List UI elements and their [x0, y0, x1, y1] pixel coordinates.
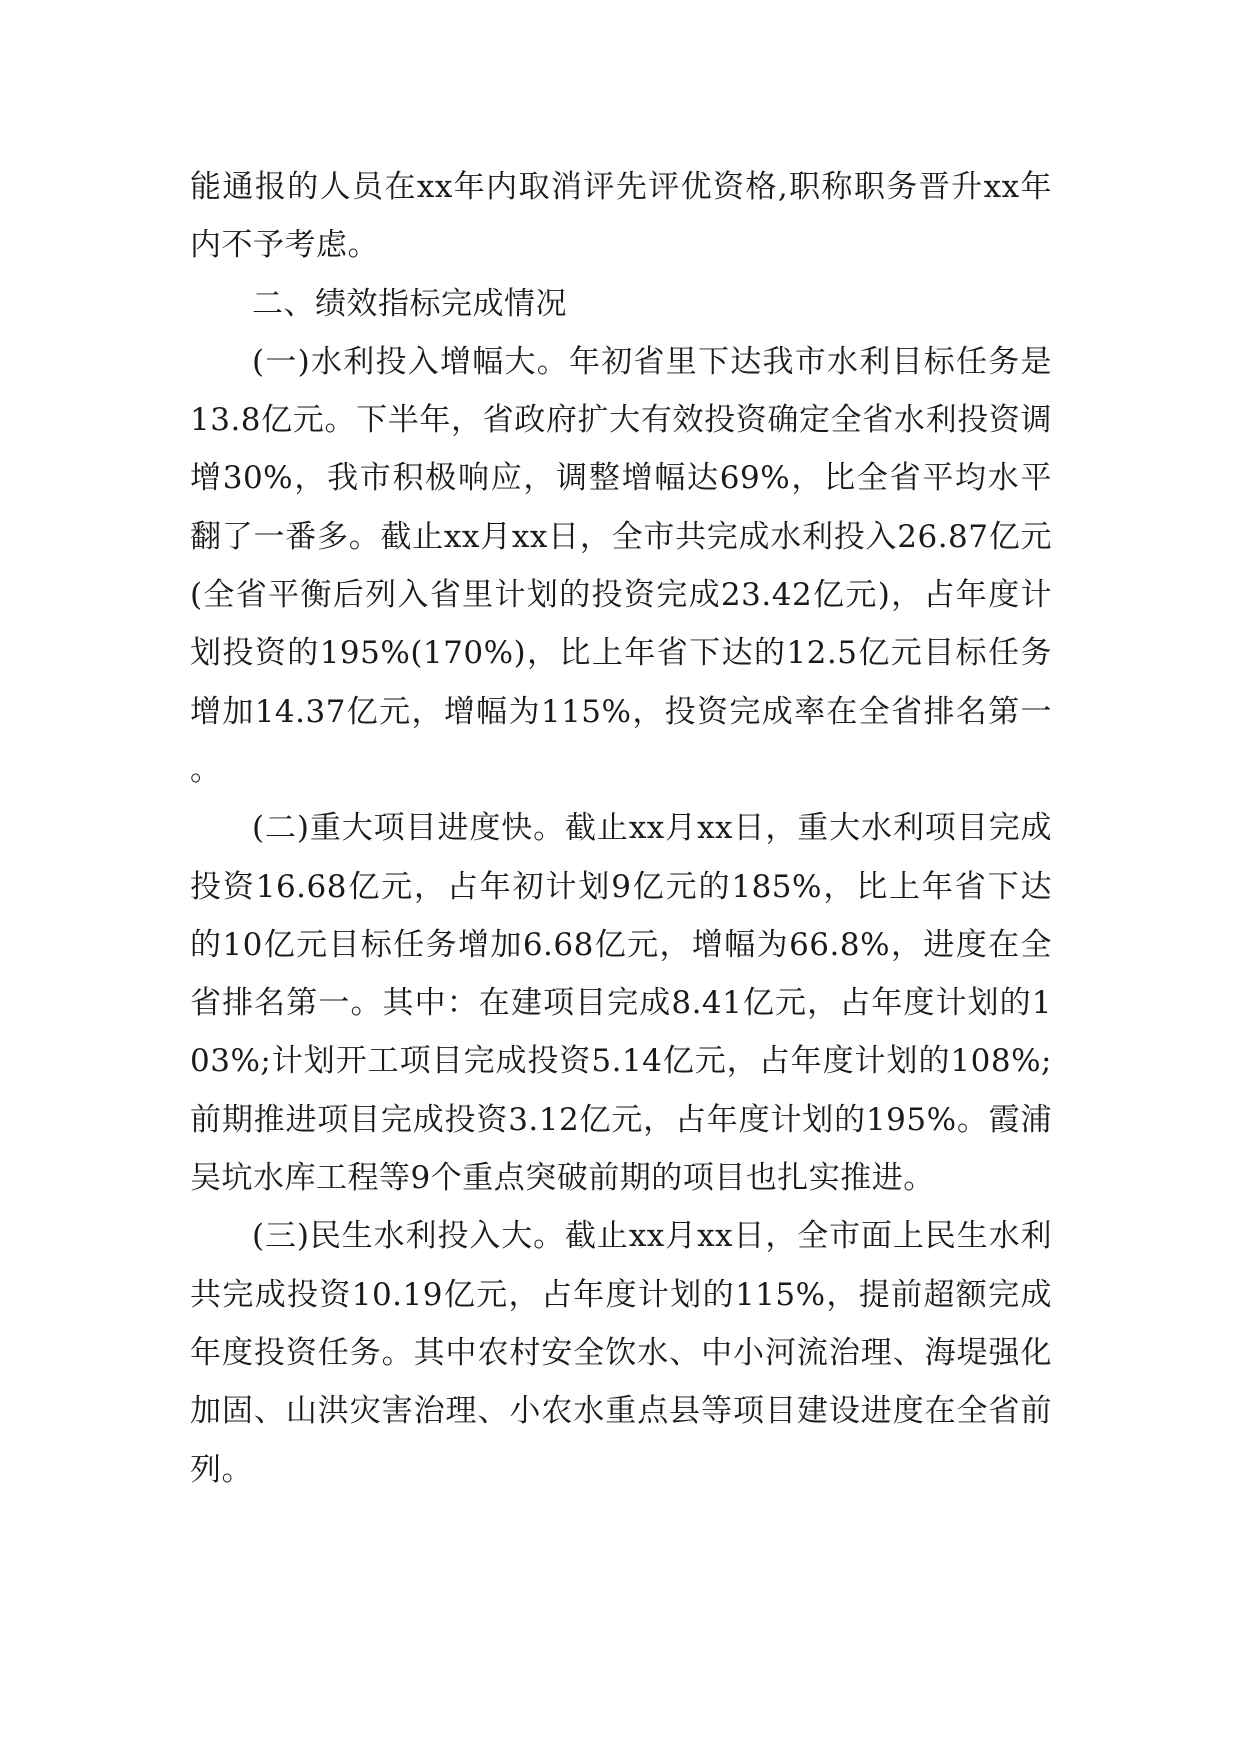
paragraph-water-investment: (一)水利投入增幅大。年初省里下达我市水利目标任务是13.8亿元。下半年，省政府扩大有效投资确定全省水利投资调增30%，我市积极响应，调整增幅达69%，比全省平均水平翻了一番多。截止xx月xx日，全市共完成水利投入26.87亿元(全省平衡后列入省里计划的投资完成23.42亿元)，占年度计划投资的195%(170%)，比上年省下达的12.5亿元目标任务增加14.37亿元，增幅为115%，投资完成率在全省排名第一。 — [190, 343, 1052, 788]
paragraph-livelihood-water: (三)民生水利投入大。截止xx月xx日，全市面上民生水利共完成投资10.19亿元，占年度计划的115%，提前超额完成年度投资任务。其中农村安全饮水、中小河流治理、海堤强化加固、山洪灾害治理、小农水重点县等项目建设进度在全省前列。 — [190, 1218, 1052, 1488]
paragraph-continuation: 能通报的人员在xx年内取消评先评优资格,职称职务晋升xx年内不予考虑。 — [190, 169, 1052, 264]
document-body — [190, 158, 1052, 1499]
section-heading: 二、绩效指标完成情况 — [252, 285, 567, 322]
paragraph-major-projects: (二)重大项目进度快。截止xx月xx日，重大水利项目完成投资16.68亿元，占年初计划9亿元的185%，比上年省下达的10亿元目标任务增加6.68亿元，增幅为66.8%，进度在全省排名第一。其中：在建项目完成8.41亿元，占年度计划的103%;计划开工项目完成投资5.14亿元，占年度计划的108%;前期推进项目完成投资3.12亿元，占年度计划的195%。霞浦吴坑水库工程等9个重点突破前期的项目也扎实推进。 — [190, 810, 1052, 1197]
